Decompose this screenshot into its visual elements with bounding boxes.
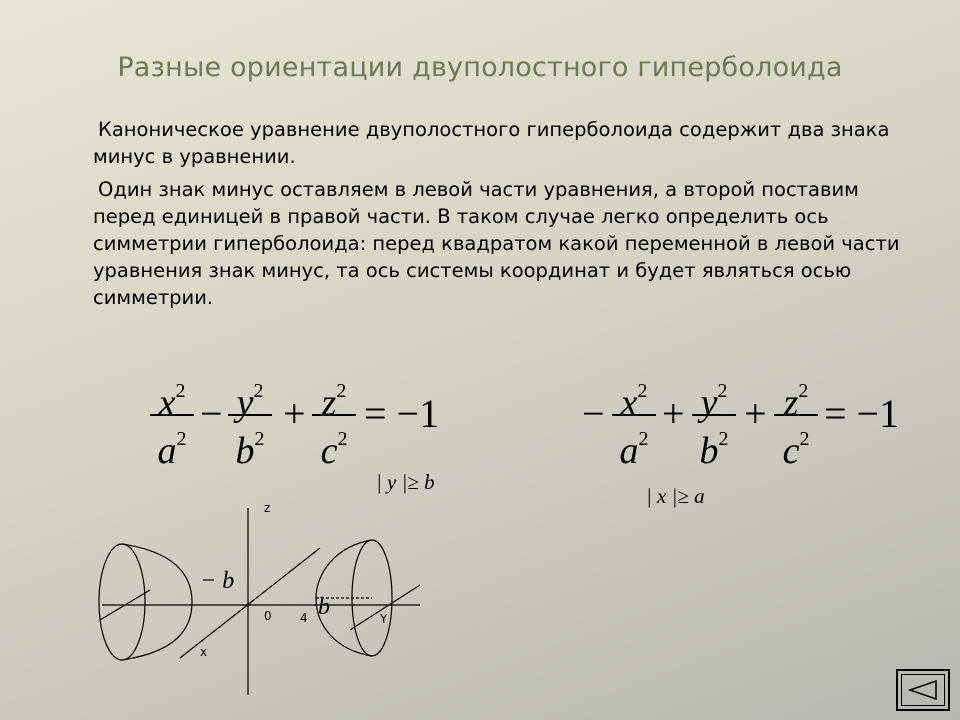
label-z: z xyxy=(264,501,271,515)
equation-x-axis xyxy=(580,372,910,472)
equals-minus-one: = −1 xyxy=(364,391,440,436)
back-button[interactable] xyxy=(896,669,950,711)
label-x: x xyxy=(200,645,208,659)
fraction-z-c: $z^2$ $c^2$ xyxy=(772,372,820,460)
condition-y: | y |≥ b xyxy=(376,470,435,494)
paragraph-canonical xyxy=(93,116,913,170)
plus-sign: + xyxy=(662,391,685,436)
minus-sign: − xyxy=(200,391,223,436)
equation-y-axis xyxy=(148,372,448,472)
label-minus-b: − b xyxy=(200,568,235,594)
fraction-y-b: $y^2$ $b^2$ xyxy=(226,372,274,460)
label-origin: 0 xyxy=(264,609,272,623)
leading-minus-sign: − xyxy=(582,391,605,436)
fraction-z-c: $z^2$ $c^2$ xyxy=(310,372,358,460)
fraction-x-a: $x^2$ $a^2$ xyxy=(148,372,196,460)
back-triangle-icon xyxy=(896,669,950,711)
left-sheet-body xyxy=(122,544,192,660)
equals-minus-one: = −1 xyxy=(824,391,900,436)
plus-sign: + xyxy=(744,391,767,436)
condition-x: | x |≥ a xyxy=(646,484,705,508)
slide-title: Разные ориентации двуполостного гиперболоида xyxy=(117,52,843,83)
label-b: b xyxy=(318,594,330,620)
fraction-y-b: $y^2$ $b^2$ xyxy=(690,372,738,460)
hyperboloid-diagram xyxy=(80,490,440,720)
x-axis xyxy=(180,548,320,658)
paragraph-symmetry xyxy=(93,176,913,311)
paragraph-symmetry-text: Один знак минус оставляем в левой части уравнения, а второй поставим перед единицей в правой части. В таком случае легко определить ось симметрии гиперболоида: перед квадратом какой переменной в левой части уравнения знак минус, та ось системы координат и будет являться осью симметрии. xyxy=(93,178,900,309)
label-four: 4 xyxy=(300,611,308,625)
label-y: Y xyxy=(380,612,388,626)
left-sheet-ellipse xyxy=(99,544,145,660)
paragraph-canonical-text: Каноническое уравнение двуполостного гиперболоида содержит два знака минус в уравнении. xyxy=(93,118,890,168)
plus-sign: + xyxy=(283,391,306,436)
fraction-x-a: $x^2$ $a^2$ xyxy=(610,372,658,460)
